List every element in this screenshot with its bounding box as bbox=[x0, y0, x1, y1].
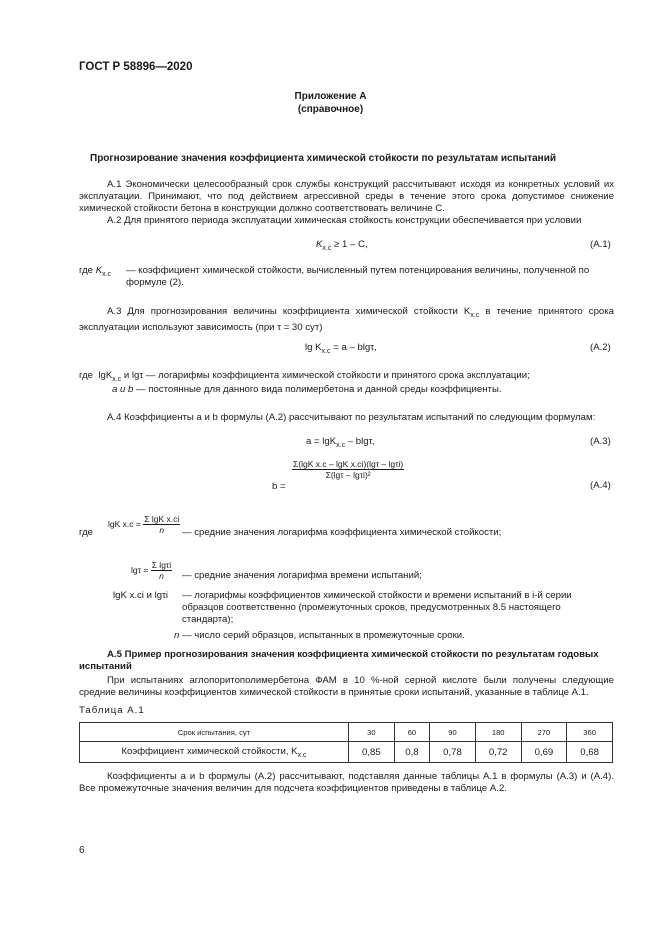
table-cell: 180 bbox=[475, 723, 521, 742]
formula-a1: $K_{х.с} \ge 1 - C$, bbox=[316, 239, 368, 252]
table-cell: 270 bbox=[521, 723, 567, 742]
table-cell: 0,78 bbox=[430, 742, 476, 763]
formula-a3-number: (А.3) bbox=[590, 436, 611, 447]
table-cell: 90 bbox=[430, 723, 476, 742]
def3-symbol: lgK х.сi и lgτi bbox=[113, 590, 169, 601]
table-header-cell: Коэффициент химической стойкости, $K_{х.с}$ bbox=[80, 742, 349, 763]
formula-a1-number: (А.1) bbox=[590, 239, 611, 250]
page-number: 6 bbox=[79, 845, 85, 856]
formula-a4-fraction: $\frac{\text{Σ(lgK х.с – lgK х.сi)(lgτ – lgτi)}}{\text{Σ(lgτ – lgτi)²}}$ bbox=[293, 459, 404, 480]
def2-text: — средние значения логарифма времени испытаний; bbox=[182, 570, 422, 581]
paragraph-final: Коэффициенты a и b формулы (А.2) рассчитывают, подставляя данные таблицы А.1 в формулы (А.3) и (А.4). Все промежуточные значения величин для подсчета коэффициентов приведены в таблице А.2. bbox=[79, 771, 614, 794]
table-cell: 60 bbox=[394, 723, 429, 742]
def3-text: — логарифмы коэффициентов химической стойкости и времени испытаний в i-й серии образцов соответственно (промежуточных сроков, предусмотренных 8.5 настоящего стандарта); bbox=[182, 590, 572, 625]
def2-formula: lgτ = $\frac{\text{Σ lgτi}}{n}$ bbox=[131, 560, 172, 581]
where-a4-label: где bbox=[79, 527, 94, 538]
table-cell: 0,85 bbox=[349, 742, 395, 763]
table-cell: 0,72 bbox=[475, 742, 521, 763]
where-a2-line1: где lgK$_{х.с}$ и lgτ — логарифмы коэффициента химической стойкости и принятого срока эксплуатации; bbox=[79, 370, 530, 383]
paragraph-a5: При испытаниях аглопоритополимербетона ФАМ в 10 %-ной серной кислоте были получены следующие средние величины коэффициентов химической стойкости в принятые сроки испытаний, указанные в таблице А.1. bbox=[79, 675, 614, 698]
formula-a3: a = lgK$_{х.с}$ – blgτ, bbox=[306, 436, 376, 449]
where-label: где $K_{х.с}$ bbox=[79, 265, 112, 278]
paragraph-a3: А.3 Для прогнозирования величины коэффициента химической стойкости $K_{х.с}$ в течение принятого срока эксплуатации используют зависимость (при τ = 30 сут) bbox=[79, 306, 614, 333]
where-a2-line2: a и b — постоянные для данного вида полимербетона и данной среды коэффициенты. bbox=[112, 384, 502, 395]
section-title: Прогнозирование значения коэффициента химической стойкости по результатам испытаний bbox=[90, 153, 556, 164]
def1-formula: lgK х.с = $\frac{\text{Σ lgK х.сi}}{n}$ bbox=[108, 514, 180, 535]
paragraph-a2: А.2 Для принятого периода эксплуатации химическая стойкость конструкции обеспечивается при условии bbox=[107, 215, 582, 226]
formula-a2-number: (А.2) bbox=[590, 342, 611, 353]
table-header-cell: Срок испытания, сут bbox=[80, 723, 349, 742]
formula-a2: $\lg K_{х.с} = a - blg\tau$, bbox=[305, 342, 377, 355]
table-a1 bbox=[79, 722, 613, 763]
formula-a4-number: (А.4) bbox=[590, 480, 611, 491]
table-cell: 0,69 bbox=[521, 742, 567, 763]
where-a1-definition: — коэффициент химической стойкости, вычисленный путем потенцирования величины, полученной по формуле (2). bbox=[126, 265, 590, 288]
def4-symbol: n bbox=[174, 630, 180, 641]
table-cell: 30 bbox=[349, 723, 395, 742]
formula-a4-lhs: b = bbox=[272, 481, 286, 492]
table-cell: 0,8 bbox=[394, 742, 429, 763]
document-id: ГОСТ Р 58896—2020 bbox=[79, 61, 193, 73]
table-row bbox=[80, 723, 613, 742]
appendix-subtitle: (справочное) bbox=[297, 104, 364, 115]
paragraph-a4: А.4 Коэффициенты a и b формулы (А.2) рассчитывают по результатам испытаний по следующим формулам: bbox=[107, 412, 596, 423]
paragraph-a5-title: А.5 Пример прогнозирования значения коэффициента химической стойкости по результатам годовых испытаний bbox=[79, 649, 599, 672]
table-caption: Таблица А.1 bbox=[79, 705, 145, 716]
table-row bbox=[80, 742, 613, 763]
table-cell: 360 bbox=[567, 723, 613, 742]
paragraph-a1: А.1 Экономически целесообразный срок службы конструкций рассчитывают исходя из конкретных условий их эксплуатации. Принимают, что под действием агрессивной среды в течение этого срока допустимое снижение химической стойкости бетона в конструкции должно соответствовать величине С. bbox=[79, 179, 614, 214]
appendix-title: Приложение А bbox=[294, 91, 367, 102]
def4-text: — число серий образцов, испытанных в промежуточные сроки. bbox=[182, 630, 465, 641]
def1-text: — средние значения логарифма коэффициента химической стойкости; bbox=[182, 527, 502, 538]
table-cell: 0,68 bbox=[567, 742, 613, 763]
